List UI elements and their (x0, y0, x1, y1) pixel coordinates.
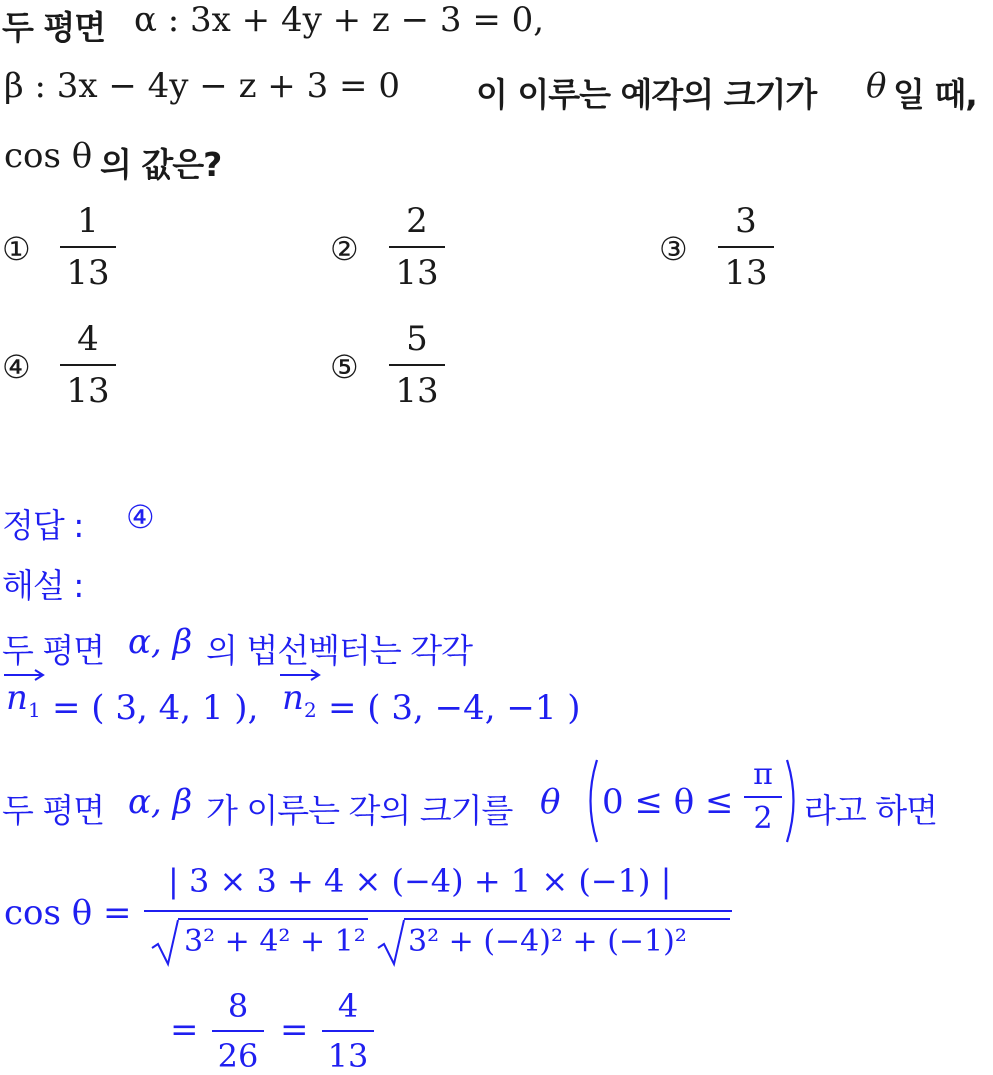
fraction-8-26 (212, 987, 264, 1075)
choice-5-denominator: 13 (395, 371, 439, 411)
vector-n2-subscript: 2 (304, 698, 317, 722)
sqrt-sign-icon (150, 916, 180, 968)
choice-3-denominator: 13 (724, 253, 768, 293)
cos-theta-equals: cos θ = (4, 893, 132, 933)
vector-n1-value: = ( 3, 4, 1 ), (52, 688, 259, 728)
choice-1-marker[interactable]: ① (2, 230, 31, 268)
fraction-bar (60, 364, 116, 366)
choice-4-marker[interactable]: ④ (2, 348, 31, 386)
question-line3-text: 의 값은? (100, 145, 222, 184)
alpha-equation: α : 3x + 4y + z − 3 = 0, (134, 0, 545, 40)
vector-n2-value: = ( 3, −4, −1 ) (328, 688, 581, 728)
denominator-26: 26 (217, 1037, 259, 1075)
choice-5-marker[interactable]: ⑤ (330, 348, 359, 386)
choice-2-numerator: 2 (406, 201, 428, 241)
choice-2-denominator: 13 (395, 253, 439, 293)
question-line2-text: 이 이루는 예각의 크기가 (476, 75, 817, 114)
cos-theta-label: cos θ (4, 136, 93, 176)
beta-equation: β : 3x − 4y − z + 3 = 0 (4, 66, 400, 106)
sqrt-bar (404, 918, 730, 920)
numerator-4: 4 (337, 987, 359, 1025)
choice-4-numerator: 4 (77, 319, 99, 359)
vector-n2 (278, 668, 322, 722)
choice-5-fraction[interactable] (389, 319, 445, 411)
question-prefix: 두 평면 (2, 8, 106, 47)
fraction-bar (718, 246, 774, 248)
vector-n1-subscript: 1 (28, 698, 41, 722)
angle-range: 0 ≤ θ ≤ (602, 782, 734, 822)
pi-over-two (744, 757, 782, 836)
choice-1-fraction[interactable] (60, 201, 116, 293)
vector-n2-letter: n (282, 678, 304, 718)
choice-2-fraction[interactable] (389, 201, 445, 293)
fraction-bar (322, 1030, 374, 1032)
equals-sign-2: = (280, 1010, 309, 1050)
solution-line1-prefix: 두 평면 (2, 631, 105, 670)
choice-5-numerator: 5 (406, 319, 428, 359)
choice-4-denominator: 13 (66, 371, 110, 411)
choice-3-fraction[interactable] (718, 201, 774, 293)
sqrt-1-content: 3² + 4² + 1² (184, 924, 366, 959)
vector-n1 (2, 668, 46, 722)
fraction-bar (212, 1030, 264, 1032)
two-denominator: 2 (753, 801, 773, 836)
answer-value: ④ (126, 498, 155, 536)
explanation-label: 해설 : (2, 566, 84, 605)
alpha-beta-symbols-2: α, β (128, 782, 193, 822)
formula-fraction-bar (144, 910, 732, 912)
choice-3-marker[interactable]: ③ (659, 230, 688, 268)
pi-numerator: π (753, 757, 773, 792)
vector-n1-letter: n (6, 678, 28, 718)
solution-line1-text: 의 법선벡터는 각각 (206, 631, 473, 670)
formula-numerator: | 3 × 3 + 4 × (−4) + 1 × (−1) | (168, 862, 672, 900)
numerator-8: 8 (227, 987, 249, 1025)
sqrt-sign-icon (376, 916, 406, 968)
equals-sign-1: = (170, 1010, 199, 1050)
left-paren-icon (582, 758, 600, 844)
solution-line3-end: 라고 하면 (804, 791, 938, 830)
fraction-bar (389, 246, 445, 248)
choice-1-denominator: 13 (66, 253, 110, 293)
choice-1-numerator: 1 (77, 201, 99, 241)
solution-line3-prefix: 두 평면 (2, 791, 105, 830)
question-line2-end: 일 때, (893, 75, 977, 114)
alpha-beta-symbols: α, β (128, 622, 193, 662)
solution-line3-text: 가 이루는 각의 크기를 (206, 791, 513, 830)
fraction-bar (389, 364, 445, 366)
choice-4-fraction[interactable] (60, 319, 116, 411)
sqrt-bar (178, 918, 368, 920)
theta-symbol: θ (866, 66, 887, 106)
right-paren-icon (784, 758, 802, 844)
fraction-bar (60, 246, 116, 248)
denominator-13: 13 (327, 1037, 369, 1075)
fraction-bar (744, 796, 782, 798)
choice-3-numerator: 3 (735, 201, 757, 241)
sqrt-2-content: 3² + (−4)² + (−1)² (408, 924, 687, 959)
answer-label: 정답 : (2, 506, 84, 545)
choice-2-marker[interactable]: ② (330, 230, 359, 268)
theta-symbol-2: θ (540, 782, 561, 822)
fraction-4-13 (322, 987, 374, 1075)
